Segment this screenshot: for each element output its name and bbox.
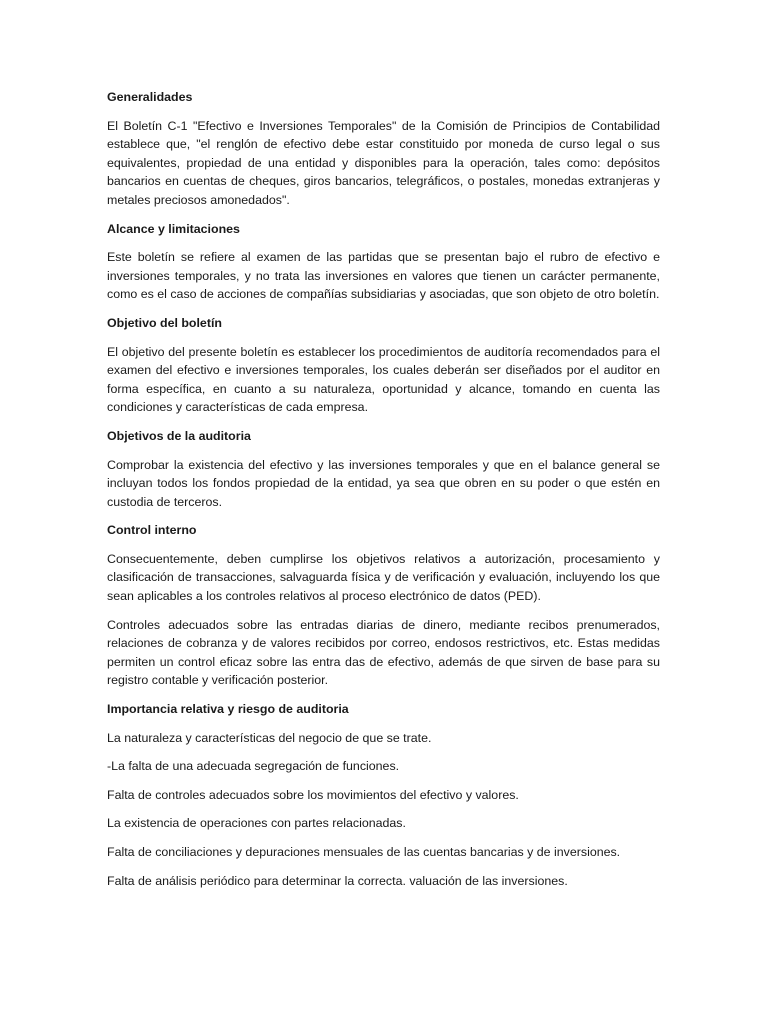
section-heading: Importancia relativa y riesgo de auditoria [107, 702, 349, 717]
section-paragraph: El Boletín C-1 "Efectivo e Inversiones Temporales" de la Comisión de Principios de Contabilidad establece que, "el renglón de efectivo debe estar constituido por moneda de curso legal o sus equivalentes, propiedad de una entidad y disponibles para la operación, tales como: depósitos bancarios en cuentas de cheques, giros bancarios, telegráficos, o postales, monedas extranjeras y metales preciosos amonedados". [107, 118, 660, 207]
section-heading: Control interno [107, 523, 197, 538]
list-item: Falta de análisis periódico para determinar la correcta. valuación de las inversiones. [107, 873, 568, 888]
section-objetivos-auditoria [107, 427, 660, 511]
section-heading: Generalidades [107, 90, 193, 104]
section-heading: Objetivo del boletín [107, 315, 222, 330]
section-heading: Objetivos de la auditoria [107, 428, 251, 443]
section-objetivo-boletin [107, 314, 660, 417]
section-paragraph: El objetivo del presente boletín es establecer los procedimientos de auditoría recomendados para el examen del efectivo e inversiones temporales, los cuales deberán ser diseñados por el auditor en forma específica, en cuanto a su naturaleza, oportunidad y alcance, tomando en cuenta las condiciones y características de cada empresa. [107, 344, 660, 415]
section-generalidades [107, 88, 660, 210]
section-heading: Alcance y limitaciones [107, 221, 240, 236]
section-paragraph: Controles adecuados sobre las entradas diarias de dinero, mediante recibos prenumerados, relaciones de cobranza y de valores recibidos por correo, endosos restrictivos, etc. Estas medidas permiten un control eficaz sobre las entra das de efectivo, además de que sirven de base para su registro contable y verificación posterior. [107, 617, 660, 688]
section-control-interno [107, 521, 660, 690]
list-item: Falta de controles adecuados sobre los movimientos del efectivo y valores. [107, 787, 519, 802]
section-paragraph: Comprobar la existencia del efectivo y las inversiones temporales y que en el balance general se incluyan todos los fondos propiedad de la entidad, ya sea que obren en su poder o que estén en custodia de terceros. [107, 457, 660, 509]
section-paragraph: Este boletín se refiere al examen de las partidas que se presentan bajo el rubro de efectivo e inversiones temporales, y no trata las inversiones en valores que tienen un carácter permanente, como es el caso de acciones de compañías subsidiarias y asociadas, que son objeto de otro boletín. [107, 250, 660, 302]
list-item: -La falta de una adecuada segregación de funciones. [107, 759, 400, 774]
section-alcance [107, 220, 660, 304]
section-paragraph: Consecuentemente, deben cumplirse los objetivos relativos a autorización, procesamiento y clasificación de transacciones, salvaguarda física y de verificación y evaluación, incluyendo los que sean aplicables a los controles relativos al proceso electrónico de datos (PED). [107, 551, 660, 604]
document-page [107, 88, 660, 900]
list-item: La naturaleza y características del negocio de que se trate. [107, 730, 432, 745]
section-importancia-relativa [107, 700, 660, 890]
list-item: La existencia de operaciones con partes relacionadas. [107, 816, 406, 831]
list-item: Falta de conciliaciones y depuraciones mensuales de las cuentas bancarias y de inversiones. [107, 845, 621, 859]
